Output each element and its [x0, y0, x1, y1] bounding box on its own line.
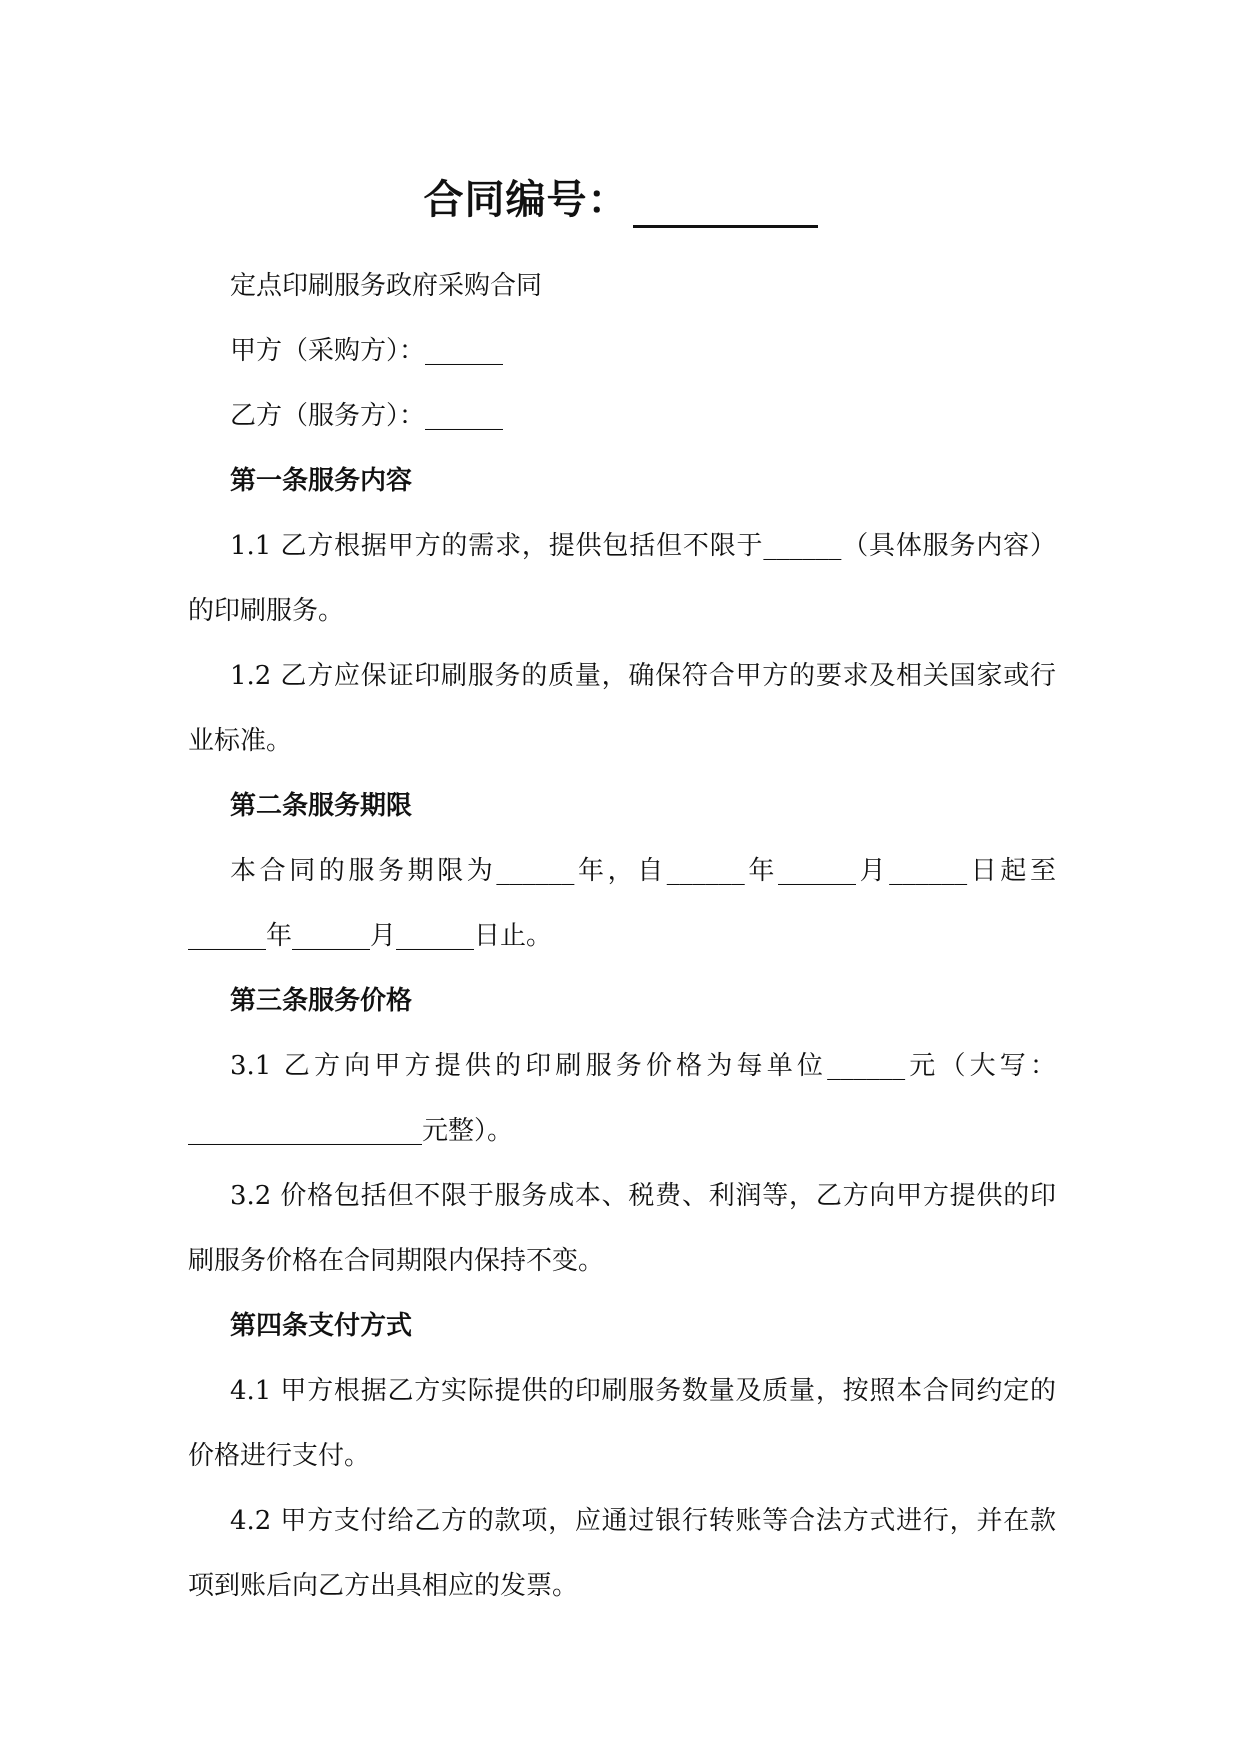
document-body	[188, 254, 1056, 1619]
party-b-line: 乙方（服务方）：______	[230, 401, 504, 431]
section-3-paragraph-1: 3.1 乙方向甲方提供的印刷服务价格为每单位______元（大写：__________________元整）。	[188, 1051, 1056, 1146]
document-subtitle: 定点印刷服务政府采购合同	[230, 271, 543, 301]
section-4-heading: 第四条支付方式	[230, 1311, 413, 1341]
section-2-heading: 第二条服务期限	[230, 791, 413, 821]
contract-number-title	[0, 172, 1241, 228]
contract-number-label: 合同编号：	[423, 177, 629, 223]
contract-number-blank	[633, 185, 818, 228]
section-1-paragraph-1: 1.1 乙方根据甲方的需求，提供包括但不限于______（具体服务内容）的印刷服务。	[188, 531, 1056, 626]
section-3-paragraph-2: 3.2 价格包括但不限于服务成本、税费、利润等，乙方向甲方提供的印刷服务价格在合同期限内保持不变。	[188, 1181, 1056, 1276]
section-2-paragraph-1: 本合同的服务期限为______年，自______年______月______日起至______年______月______日止。	[188, 856, 1056, 951]
section-1-paragraph-2: 1.2 乙方应保证印刷服务的质量，确保符合甲方的要求及相关国家或行业标准。	[188, 661, 1056, 756]
section-3-heading: 第三条服务价格	[230, 986, 413, 1016]
section-4-paragraph-1: 4.1 甲方根据乙方实际提供的印刷服务数量及质量，按照本合同约定的价格进行支付。	[188, 1376, 1056, 1471]
party-a-line: 甲方（采购方）：______	[230, 336, 504, 366]
section-1-heading: 第一条服务内容	[230, 466, 413, 496]
section-4-paragraph-2: 4.2 甲方支付给乙方的款项，应通过银行转账等合法方式进行，并在款项到账后向乙方出具相应的发票。	[188, 1506, 1056, 1601]
